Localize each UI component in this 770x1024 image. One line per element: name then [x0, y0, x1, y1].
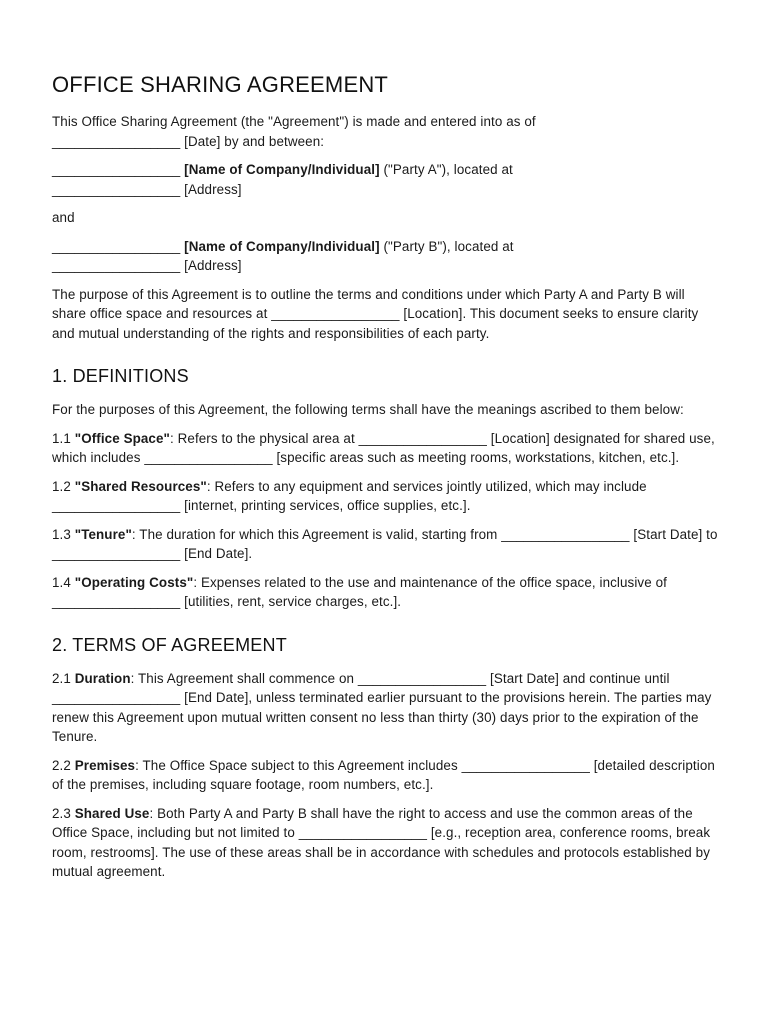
definition-item — [52, 477, 718, 516]
party-b-address-blank: _________________ — [52, 258, 181, 273]
party-a-role: ("Party A"), located at — [383, 162, 513, 177]
terms-blank: _________________ — [298, 825, 428, 840]
purpose-paragraph — [52, 285, 718, 344]
definition-text: [specific areas such as meeting rooms, workstations, kitchen, etc.]. — [276, 450, 680, 465]
definition-text: : Refers to the physical area at — [169, 430, 355, 446]
document-page — [52, 72, 718, 891]
terms-number: 2.1 — [52, 670, 71, 686]
purpose-location-blank: _________________ — [271, 306, 400, 321]
intro-text: This Office Sharing Agreement (the "Agreement") is made and entered into as of — [52, 114, 536, 129]
terms-text: [detailed description of the premises, including square footage, room numbers, etc.]. — [52, 757, 715, 792]
party-b-name-label: [Name of Company/Individual] — [184, 238, 380, 254]
terms-text: : This Agreement shall commence on — [130, 670, 355, 686]
definition-text: [internet, printing services, office supplies, etc.]. — [184, 498, 471, 513]
definition-blank: _________________ — [52, 498, 181, 513]
party-a-name-label: [Name of Company/Individual] — [184, 162, 380, 177]
definition-blank: _________________ — [52, 594, 181, 609]
intro-paragraph — [52, 112, 718, 151]
terms-term: Shared Use — [74, 805, 150, 821]
definition-blank: _________________ — [52, 546, 181, 561]
terms-text: [e.g., reception area, conference rooms, break room, restrooms]. The use of these areas shall be in accordance with schedules and protocols established by mutual agreement. — [52, 825, 711, 879]
terms-item — [52, 804, 718, 882]
date-label: [Date] by and between: — [184, 133, 325, 149]
terms-text: : The Office Space subject to this Agreement includes — [135, 757, 458, 773]
terms-term: Premises — [74, 757, 136, 773]
definition-term: "Office Space" — [74, 430, 170, 446]
and-text: and — [52, 210, 75, 225]
terms-blank: _________________ — [357, 670, 487, 686]
definition-text: : The duration for which this Agreement is valid, starting from — [131, 526, 498, 542]
party-a-address-label: [Address] — [184, 181, 242, 197]
party-b-address-label: [Address] — [184, 258, 242, 273]
purpose-text-2: [Location]. This document seeks to ensure clarity and mutual understanding of the rights and responsibilities of each party. — [52, 306, 699, 341]
party-a-paragraph — [52, 160, 718, 199]
terms-term: Duration — [74, 670, 131, 686]
definition-term: "Operating Costs" — [74, 574, 194, 590]
party-b-role: ("Party B"), located at — [383, 238, 514, 254]
definition-item — [52, 573, 718, 612]
definition-blank: _________________ — [144, 450, 273, 465]
definitions-intro: For the purposes of this Agreement, the following terms shall have the meanings ascribed to them below: — [52, 402, 684, 417]
definition-number: 1.1 — [52, 430, 71, 446]
definition-number: 1.2 — [52, 478, 71, 494]
terms-blank: _________________ — [461, 757, 590, 773]
definition-item — [52, 525, 718, 564]
definition-item — [52, 429, 718, 468]
definition-blank: _________________ — [501, 526, 630, 542]
terms-text: [End Date], unless terminated earlier pursuant to the provisions herein. The parties may renew this Agreement upon mutual written consent no less than thirty (30) days prior to the expiration of the Tenure. — [52, 690, 712, 744]
purpose-text-1: The purpose of this Agreement is to outline the terms and conditions under which Party A and Party B will share office space and resources at — [52, 286, 685, 321]
terms-item — [52, 669, 718, 747]
terms-heading: 2. TERMS OF AGREEMENT — [52, 634, 287, 655]
definition-text: [Start Date] to — [633, 526, 718, 542]
party-a-address-blank: _________________ — [52, 181, 181, 197]
terms-text: [Start Date] and continue until — [490, 670, 670, 686]
definition-text: [Location] designated for shared use, which includes — [52, 430, 715, 465]
definition-number: 1.4 — [52, 574, 71, 590]
terms-item — [52, 756, 718, 795]
terms-number: 2.2 — [52, 757, 71, 773]
definition-text: [utilities, rent, service charges, etc.]. — [184, 594, 402, 609]
definition-term: "Tenure" — [74, 526, 132, 542]
definition-text: : Expenses related to the use and maintenance of the office space, inclusive of — [193, 574, 667, 590]
definition-text: [End Date]. — [184, 546, 253, 561]
terms-number: 2.3 — [52, 805, 71, 821]
date-blank: _________________ — [52, 133, 181, 149]
definition-term: "Shared Resources" — [74, 478, 207, 494]
definition-number: 1.3 — [52, 526, 71, 542]
document-title: OFFICE SHARING AGREEMENT — [52, 72, 389, 97]
terms-blank: _________________ — [52, 690, 181, 705]
definition-text: : Refers to any equipment and services jointly utilized, which may include — [206, 478, 647, 494]
party-b-paragraph — [52, 237, 718, 276]
party-a-name-blank: _________________ — [52, 162, 181, 177]
definition-blank: _________________ — [358, 430, 487, 446]
terms-text: : Both Party A and Party B shall have the right to access and use the common areas of the Office Space, including but not limited to — [52, 805, 693, 840]
definitions-heading: 1. DEFINITIONS — [52, 366, 189, 386]
party-b-name-blank: _________________ — [52, 238, 181, 254]
